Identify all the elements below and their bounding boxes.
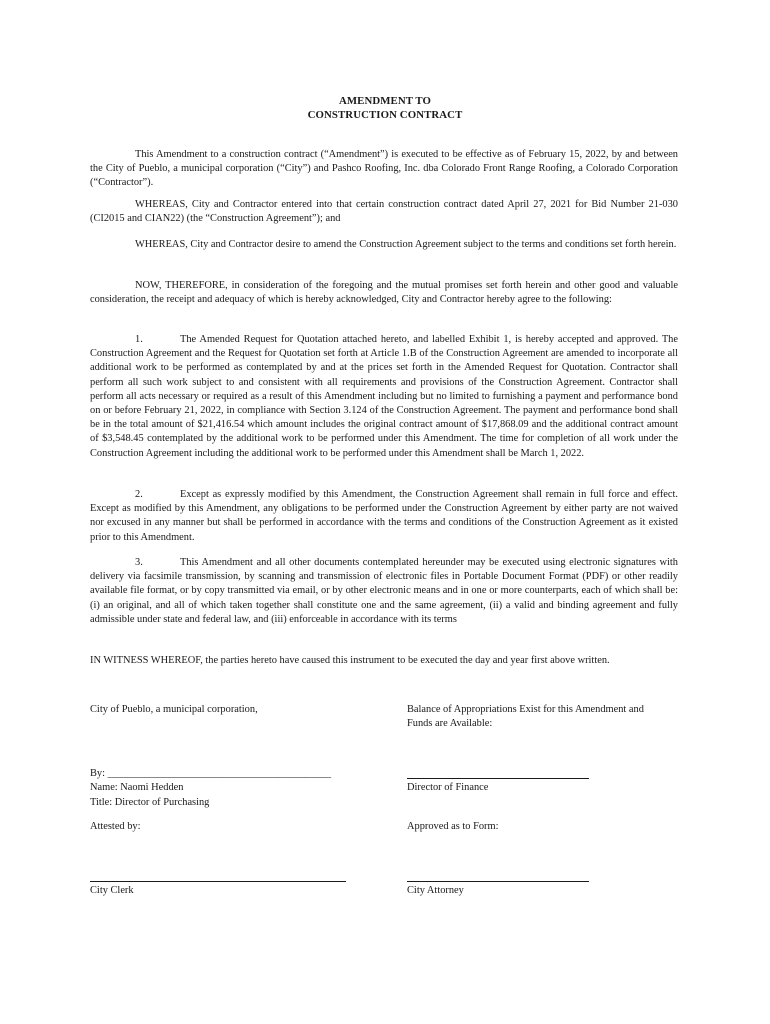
section-number: 1.	[135, 334, 143, 345]
document-title-line2: CONSTRUCTION CONTRACT	[307, 109, 463, 121]
finance-title: Director of Finance	[407, 782, 489, 793]
approved-label: Approved as to Form:	[407, 821, 499, 832]
city-signatory-label: City of Pueblo, a municipal corporation,	[90, 704, 258, 715]
attorney-signature-line	[407, 881, 589, 882]
section-2	[90, 488, 678, 545]
signer-name: Name: Naomi Hedden	[90, 782, 184, 793]
section-text: The Amended Request for Quotation attached hereto, and labelled Exhibit 1, is hereby accepted and approved. The Construction Agreement and the Request for Quotation set forth at Article 1.B of the Construction Agreement are amended to incorporate all additional work to be performed as contemplated by and at the prices set forth in the Amended Request for Quotation. Contractor shall perform all such work subject to and consistent with all requirements and provisions of the Construction Agreement. Contractor shall perform all acts necessary or required as a result of this Amendment including but no limited to furnishing a payment and performance bond on or before February 21, 2022, in compliance with Section 3.124 of the Construction Agreement. The payment and performance bond shall be in the total amount of $21,416.54 which amount includes the original contract amount of $17,868.09 and the additional contract amount of $3,548.45 contemplated by the additional work to be performed under this Amendment. The time for completion of all work under the Construction Agreement including the additional work to be performed under this Amendment shall be March 1, 2022.	[90, 334, 678, 459]
whereas-paragraph-2: WHEREAS, City and Contractor desire to amend the Construction Agreement subject to the terms and conditions set forth herein.	[135, 239, 677, 250]
intro-paragraph: This Amendment to a construction contract (“Amendment”) is executed to be effective as of February 15, 2022, by and between the City of Pueblo, a municipal corporation (“City”) and Pashco Roofing, Inc. dba Colorado Front Range Roofing, a Colorado Corporation (“Contractor”).	[90, 149, 678, 189]
signer-title: Title: Director of Purchasing	[90, 797, 210, 808]
whereas-paragraph-1: WHEREAS, City and Contractor entered into that certain construction contract dated April 27, 2021 for Bid Number 21-030 (CI2015 and CIAN22) (the “Construction Agreement”); and	[90, 199, 678, 225]
funds-statement-line2: Funds are Available:	[407, 718, 493, 729]
section-number: 2.	[135, 489, 143, 500]
document-title-line1: AMENDMENT TO	[338, 95, 432, 107]
therefore-paragraph: NOW, THEREFORE, in consideration of the foregoing and the mutual promises set forth herein and other good and valuable consideration, the receipt and adequacy of which is hereby acknowledged, City and Contractor hereby agree to the following:	[90, 280, 678, 306]
city-clerk-title: City Clerk	[90, 885, 134, 896]
finance-signature-line	[407, 778, 589, 779]
section-text: Except as expressly modified by this Amendment, the Construction Agreement shall remain in full force and effect. Except as modified by this Amendment, any obligations to be performed under the Construction Agreement by either party are not waived nor excused in any manner but shall be performed in accordance with the terms and conditions of the Construction Agreement as it existed prior to this Amendment.	[90, 489, 678, 543]
section-1	[90, 333, 678, 461]
city-attorney-title: City Attorney	[407, 885, 464, 896]
funds-statement-line1: Balance of Appropriations Exist for this Amendment and	[407, 704, 644, 715]
by-signature-line: By: ___________________________________________	[90, 768, 332, 779]
section-number: 3.	[135, 557, 143, 568]
section-3	[90, 556, 678, 627]
clerk-signature-line	[90, 881, 346, 882]
section-text: This Amendment and all other documents contemplated hereunder may be executed using electronic signatures with delivery via facsimile transmission, by scanning and transmission of electronic files in Portable Document Format (PDF) or other readily available file format, or by copy transmitted via email, or by other electronic means and in one or more counterparts, each of which shall be: (i) an original, and all of which taken together shall constitute one and the same agreement, (ii) a valid and binding agreement and fully admissible under state and federal law, and (iii) enforceable in accordance with its terms	[90, 557, 678, 625]
witness-paragraph: IN WITNESS WHEREOF, the parties hereto have caused this instrument to be executed the day and year first above written.	[90, 655, 610, 666]
attested-label: Attested by:	[90, 821, 141, 832]
